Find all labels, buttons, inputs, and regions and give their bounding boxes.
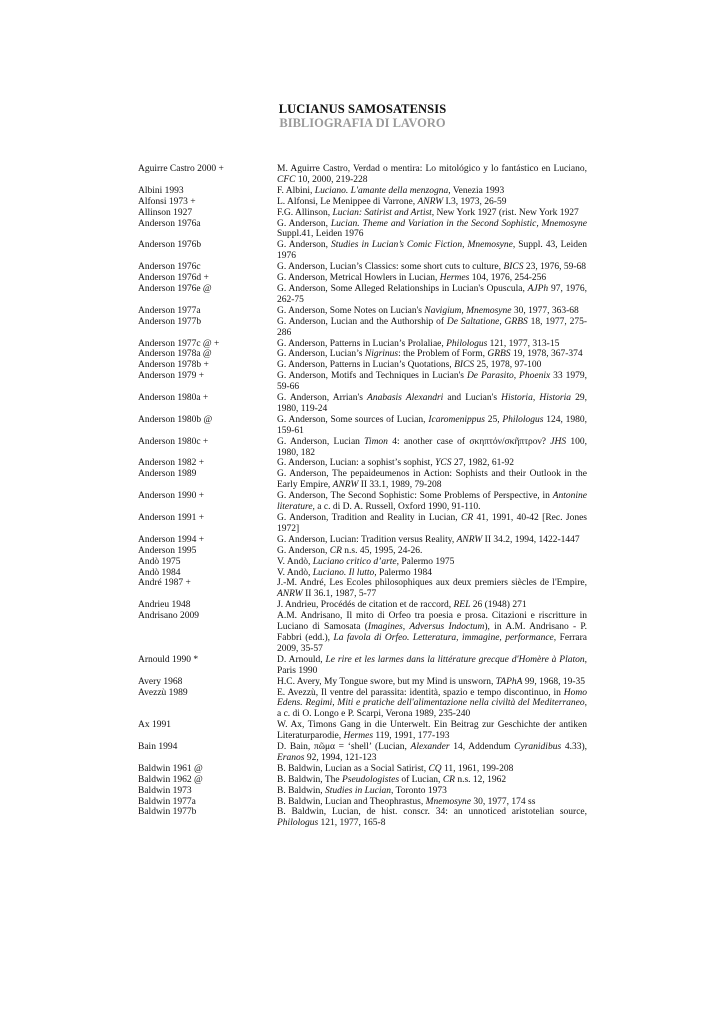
reference-text: G. Anderson, — [277, 240, 332, 251]
entry-key: Anderson 1995 — [138, 545, 197, 556]
entry-key: Albini 1993 — [138, 185, 184, 196]
bibliography-entry — [138, 262, 587, 273]
reference-text: : the Problem of Form, — [398, 349, 488, 360]
bibliography-entry — [138, 786, 587, 797]
reference-text: , — [402, 622, 410, 633]
reference-italic-title: Historia — [539, 393, 572, 404]
bibliography-entry — [138, 655, 587, 677]
entry-reference — [277, 797, 587, 808]
reference-text: II 36.1, 1987, 5-77 — [302, 589, 377, 600]
entry-key: Anderson 1978a @ — [138, 349, 212, 360]
reference-text: G. Anderson, Some Alleged Relationships in Lucian's Opuscula, — [277, 283, 528, 294]
entry-key: Baldwin 1961 @ — [138, 763, 203, 774]
entry-key: André 1987 + — [138, 578, 191, 589]
reference-text: II 33.1, 1989, 79-208 — [358, 480, 442, 491]
entry-reference — [277, 688, 587, 721]
entry-key: Baldwin 1962 @ — [138, 774, 203, 785]
reference-italic-title: Imagines — [367, 622, 403, 633]
entry-key: Anderson 1977c @ + — [138, 338, 220, 349]
reference-text: 10, 2000, 219-228 — [295, 174, 368, 185]
bibliography-entry — [138, 720, 587, 742]
reference-text: B. Baldwin, Lucian and Theophrastus, — [277, 796, 426, 807]
entry-reference — [277, 469, 587, 491]
entry-reference — [277, 339, 587, 350]
entry-reference — [277, 262, 587, 273]
entry-reference — [277, 360, 587, 371]
entry-key: Anderson 1976a — [138, 218, 201, 229]
entry-reference — [277, 535, 587, 546]
reference-text: , Palermo 1975 — [396, 556, 455, 567]
bibliography-entry — [138, 546, 587, 557]
reference-text: 92, 1994, 121-123 — [304, 752, 377, 763]
reference-italic-title: TAPhA — [495, 676, 523, 687]
reference-italic-title: Anabasis Alexandri — [367, 393, 444, 404]
reference-text: , New York 1927 (rist. New York 1927 — [431, 207, 579, 218]
reference-italic-title: Navigium — [424, 305, 462, 316]
reference-text: G. Anderson, Patterns in Lucian’s Prolaliae, — [277, 338, 447, 349]
reference-italic-title: Luciano. L'amante della menzogna — [314, 185, 449, 196]
reference-italic-title: Lucian: Satirist and Artist — [332, 207, 432, 218]
entry-key: Anderson 1994 + — [138, 534, 205, 545]
reference-italic-title: CR — [329, 545, 342, 556]
reference-text: B. Baldwin, Lucian, de hist. conscr. 34: an unnoticed aristotelian source, — [277, 807, 587, 818]
reference-text: G. Anderson, Lucian’s Classics: some short cuts to culture, — [277, 262, 504, 273]
reference-italic-title: Icaromenippus — [428, 414, 485, 425]
entry-reference — [277, 219, 587, 241]
reference-text: F.G. Allinson, — [277, 207, 333, 218]
bibliography-entry — [138, 677, 587, 688]
bibliography-entry — [138, 600, 587, 611]
entry-key: Anderson 1976b — [138, 240, 202, 251]
reference-text: 30, 1977, 174 ss — [471, 796, 536, 807]
reference-text: G. Anderson, The Second Sophistic: Some Problems of Perspective, in — [277, 491, 553, 502]
reference-text: , Suppl. 43, Leiden 1976 — [277, 240, 587, 262]
entry-reference — [277, 557, 587, 568]
bibliography-entry — [138, 513, 587, 535]
entry-key: Anderson 1980b @ — [138, 414, 213, 425]
bibliography-entry — [138, 306, 587, 317]
reference-text: 119, 1991, 177-193 — [373, 731, 450, 742]
document-header — [0, 103, 725, 130]
bibliography-entry — [138, 611, 587, 655]
reference-text: 41, 1991, 40-42 [Rec. Jones 1972] — [277, 513, 587, 534]
reference-text: 18, 1977, 275-286 — [277, 316, 587, 338]
entry-reference — [277, 546, 587, 557]
reference-italic-title: Timon — [364, 436, 388, 447]
reference-italic-title: Luciano. Il lutto — [312, 567, 375, 578]
entry-key: Baldwin 1973 — [138, 785, 192, 796]
bibliography-entry — [138, 568, 587, 579]
reference-italic-title: Hermes — [439, 273, 470, 284]
reference-text: G. Anderson, Lucian’s — [277, 349, 365, 360]
entry-reference — [277, 491, 587, 513]
reference-italic-title: ANRW — [417, 196, 444, 207]
reference-italic-title: Studies in Lucian’s Comic Fiction, Mnemosyne — [331, 240, 513, 251]
bibliography-entry — [138, 688, 587, 721]
entry-reference — [277, 786, 587, 797]
reference-text: D. Arnould, — [277, 654, 326, 665]
reference-text: G. Anderson, — [277, 218, 331, 229]
reference-text: ), in A.M. Andrisano - P. Fabbri (edd.), — [277, 622, 588, 643]
reference-italic-title: CR — [442, 774, 455, 785]
reference-italic-title: De Saltatione — [446, 316, 500, 327]
reference-text: G. Anderson, Patterns in Lucian’s Quotations, — [277, 360, 455, 371]
reference-text: 19, 1978, 367-374 — [510, 349, 583, 360]
entry-key: Anderson 1979 + — [138, 371, 205, 382]
entry-key: Anderson 1982 + — [138, 458, 205, 469]
entry-key: Andrieu 1948 — [138, 600, 191, 611]
reference-text: V. Andò, — [277, 567, 313, 578]
entry-key: Bain 1994 — [138, 742, 178, 753]
entry-reference — [277, 677, 587, 688]
bibliography-entry — [138, 415, 587, 437]
bibliography-entry — [138, 764, 587, 775]
entry-key: Anderson 1976c — [138, 262, 201, 273]
entry-key: Andò 1975 — [138, 556, 181, 567]
entry-reference — [277, 317, 587, 339]
reference-text: Suppl.41, Leiden 1976 — [277, 229, 364, 240]
reference-text: n.s. 12, 1962 — [454, 774, 507, 785]
reference-text: G. Anderson, Lucian — [277, 436, 365, 447]
bibliography-entry — [138, 360, 587, 371]
entry-reference — [277, 513, 587, 535]
reference-italic-title: CR — [461, 513, 474, 523]
entry-key: Anderson 1980a + — [138, 393, 209, 404]
reference-text: G. Anderson, Metrical Howlers in Lucian, — [277, 273, 440, 284]
reference-text: , — [513, 371, 520, 382]
reference-text: , a c. di O. Longo e P. Scarpi, Verona 1989, 235-240 — [277, 698, 587, 720]
bibliography-entry — [138, 273, 587, 284]
reference-italic-title: Luciano critico d’arte — [312, 556, 397, 567]
reference-text: 121, 1977, 313-15 — [487, 338, 560, 349]
entry-key: Anderson 1990 + — [138, 491, 205, 502]
reference-text: and Lucian's — [443, 393, 502, 404]
bibliography-entry — [138, 197, 587, 208]
reference-italic-title: De Parasito — [466, 371, 514, 382]
entry-key: Anderson 1978b + — [138, 360, 209, 371]
bibliography-list — [138, 164, 587, 829]
reference-text: G. Anderson, Arrian's — [277, 393, 368, 404]
bibliography-entry — [138, 797, 587, 808]
entry-key: Alfonsi 1973 + — [138, 196, 196, 207]
bibliography-entry — [138, 578, 587, 600]
bibliography-entry — [138, 219, 587, 241]
bibliography-entry — [138, 535, 587, 546]
reference-text: G. Anderson, — [277, 545, 330, 556]
entry-key: Anderson 1991 + — [138, 513, 205, 523]
reference-italic-title: Philologus — [277, 818, 319, 829]
reference-italic-title: Philologus — [502, 414, 544, 425]
entry-key: Andrisano 2009 — [138, 611, 199, 622]
reference-text: 104, 1976, 254-256 — [469, 273, 547, 284]
reference-italic-title: Hermes — [343, 731, 374, 742]
entry-reference — [277, 807, 587, 829]
reference-text: J. Andrieu, Procédés de citation et de raccord, — [277, 600, 454, 611]
reference-text: G. Anderson, Lucian: Tradition versus Reality, — [277, 534, 457, 545]
entry-reference — [277, 578, 587, 600]
entry-key: Aguirre Castro 2000 + — [138, 164, 224, 174]
bibliography-entry — [138, 186, 587, 197]
bibliography-entry — [138, 164, 587, 186]
reference-text: 14, Addendum — [449, 742, 515, 753]
entry-reference — [277, 306, 587, 317]
entry-reference — [277, 393, 587, 415]
reference-text: 23, 1976, 59-68 — [523, 262, 586, 273]
entry-key: Baldwin 1977b — [138, 807, 197, 818]
reference-italic-title: Philologus — [446, 338, 488, 349]
reference-italic-title: CFC — [277, 174, 296, 185]
reference-text: H.C. Avery, My Tongue swore, but my Mind is unsworn, — [277, 676, 496, 687]
reference-text: G. Anderson, The pepaideumenos in Action: Sophists and their Outlook in the Early Empire, — [277, 469, 587, 491]
entry-reference — [277, 284, 587, 306]
bibliography-entry — [138, 349, 587, 360]
reference-italic-title: Cyranidibus — [514, 742, 562, 753]
entry-key: Anderson 1989 — [138, 469, 197, 480]
reference-text: G. Anderson, Tradition and Reality in Lucian, — [277, 513, 461, 523]
entry-key: Anderson 1976d + — [138, 273, 209, 284]
reference-text: W. Ax, Timons Gang in die Unterwelt. Ein Beitrag zur Geschichte der antiken Literaturparodie, — [277, 720, 587, 742]
reference-text: 30, 1977, 363-68 — [511, 305, 579, 316]
reference-italic-title: Antonine literature — [277, 491, 587, 513]
reference-italic-title: Nigrinus — [364, 349, 399, 360]
reference-italic-title: BICS — [503, 262, 524, 273]
reference-text: of Lucian, — [399, 774, 443, 785]
reference-italic-title: CQ — [428, 763, 442, 774]
reference-italic-title: Eranos — [277, 752, 305, 763]
entry-key: Anderson 1976e @ — [138, 283, 212, 294]
reference-italic-title: REL — [453, 600, 471, 611]
bibliography-entry — [138, 807, 587, 829]
bibliography-entry — [138, 775, 587, 786]
reference-italic-title: BICS — [454, 360, 475, 371]
reference-italic-title: Mnemosyne — [425, 796, 472, 807]
entry-reference — [277, 349, 587, 360]
reference-text: , Paris 1990 — [277, 654, 587, 676]
reference-italic-title: Le rire et les larmes dans la littérature grecque d'Homère à Platon — [325, 654, 585, 665]
entry-reference — [277, 240, 587, 262]
reference-italic-title: Phoenix — [519, 371, 551, 382]
reference-text: A.M. Andrisano, Il mito di Orfeo tra poesia e prosa. Citazioni e riscritture in Luciano di Samosata ( — [277, 611, 587, 633]
bibliography-entry — [138, 469, 587, 491]
reference-text: II 34.2, 1994, 1422-1447 — [482, 534, 580, 545]
reference-text: , Ferrara 2009, 35-57 — [277, 632, 587, 654]
bibliography-entry — [138, 317, 587, 339]
entry-reference — [277, 458, 587, 469]
reference-text: 27, 1982, 61-92 — [451, 458, 514, 469]
reference-text: G. Anderson, Some sources of Lucian, — [277, 414, 429, 425]
bibliography-entry — [138, 458, 587, 469]
entry-reference — [277, 437, 587, 459]
reference-italic-title: ANRW — [456, 534, 483, 545]
bibliography-entry — [138, 284, 587, 306]
reference-text: 25, 1978, 97-100 — [474, 360, 542, 371]
bibliography-entry — [138, 557, 587, 568]
entry-reference — [277, 208, 587, 219]
reference-italic-title: GRBS — [504, 316, 528, 327]
entry-reference — [277, 655, 587, 677]
bibliography-entry — [138, 393, 587, 415]
document-title: LUCIANUS SAMOSATENSIS — [278, 102, 447, 116]
bibliography-entry — [138, 491, 587, 513]
reference-text: 26 (1948) 271 — [470, 600, 527, 611]
reference-text: M. Aguirre Castro, Verdad o mentira: Lo mitológico y lo fantástico en Luciano, — [277, 164, 587, 174]
reference-italic-title: Studies in Lucian — [325, 785, 392, 796]
entry-reference — [277, 415, 587, 437]
reference-italic-title: Homo Edens. Regimi, Miti e pratiche dell'alimentazione nella civiltà del Mediterraneo — [277, 687, 587, 709]
bibliography-entry — [138, 208, 587, 219]
entry-key: Ax 1991 — [138, 720, 171, 731]
document-subtitle: BIBLIOGRAFIA DI LAVORO — [279, 116, 446, 130]
reference-text: B. Baldwin, Lucian as a Social Satirist, — [277, 763, 429, 774]
reference-italic-title: Adversus Indoctum — [409, 622, 485, 633]
reference-text: E. Avezzù, Il ventre del parassita: identità, spazio e tempo discontinuo, in — [277, 687, 564, 698]
reference-text: L. Alfonsi, Le Menippee di Varrone, — [277, 196, 418, 207]
reference-italic-title: ANRW — [332, 480, 359, 491]
entry-reference — [277, 742, 587, 764]
reference-text: G. Anderson, Lucian and the Authorship of — [277, 316, 447, 327]
reference-text: G. Anderson, Some Notes on Lucian's — [277, 305, 425, 316]
entry-reference — [277, 164, 587, 186]
reference-text: B. Baldwin, The — [277, 774, 343, 785]
reference-text: 124, 1980, 159-61 — [277, 414, 587, 436]
reference-text: 33 1979, 59-66 — [277, 371, 587, 393]
bibliography-entry — [138, 742, 587, 764]
entry-key: Baldwin 1977a — [138, 796, 196, 807]
reference-text: 97, 1976, 262-75 — [277, 283, 587, 305]
reference-text: 25, — [484, 414, 503, 425]
reference-text: , Toronto 1973 — [391, 785, 447, 796]
reference-italic-title: Historia — [501, 393, 533, 404]
entry-reference — [277, 611, 587, 655]
reference-text: , — [499, 316, 505, 327]
entry-key: Arnould 1990 * — [138, 654, 199, 665]
entry-reference — [277, 197, 587, 208]
reference-italic-title: ANRW — [277, 589, 303, 600]
reference-text: 29, 1980, 119-24 — [277, 393, 588, 414]
reference-italic-title: Lucian. Theme and Variation in the Second Sophistic, Mnemosyne — [330, 218, 587, 229]
entry-key: Avery 1968 — [138, 676, 183, 687]
reference-text: V. Andò, — [277, 556, 313, 567]
reference-text: G. Anderson, Motifs and Techniques in Lucian's — [277, 371, 467, 382]
reference-text: F. Albini, — [277, 185, 315, 196]
reference-text: , — [461, 305, 467, 316]
entry-reference — [277, 720, 587, 742]
reference-text: 4: another case of σκηπτόν/σκῆπτρον? — [387, 436, 551, 447]
reference-text: , — [532, 393, 540, 404]
reference-italic-title: YCS — [435, 458, 452, 469]
reference-text: J.-M. André, Les Ecoles philosophiques aux deux premiers siècles de l'Empire, — [277, 578, 587, 589]
reference-text: , a c. di D. A. Russell, Oxford 1990, 91-110. — [312, 502, 481, 513]
reference-text: 99, 1968, 19-35 — [522, 676, 586, 687]
bibliography-entry — [138, 339, 587, 350]
reference-text: n.s. 45, 1995, 24-26. — [341, 545, 423, 556]
entry-key: Anderson 1977b — [138, 316, 202, 327]
reference-text: 4.33), — [561, 742, 587, 753]
entry-reference — [277, 764, 587, 775]
reference-italic-title: Pseudologistes — [342, 774, 400, 785]
reference-italic-title: AJPh — [527, 283, 549, 294]
entry-reference — [277, 273, 587, 284]
entry-key: Allinson 1927 — [138, 207, 193, 218]
entry-reference — [277, 186, 587, 197]
reference-text: B. Baldwin, — [277, 785, 326, 796]
reference-text: 100, 1980, 182 — [277, 436, 587, 458]
reference-text: 11, 1961, 199-208 — [441, 763, 514, 774]
entry-key: Andò 1984 — [138, 567, 181, 578]
reference-italic-title: Alexander — [410, 742, 450, 753]
bibliography-entry — [138, 371, 587, 393]
reference-text: I.3, 1973, 26-59 — [443, 196, 507, 207]
entry-key: Anderson 1980c + — [138, 436, 209, 447]
reference-text: , Palermo 1984 — [374, 567, 433, 578]
entry-key: Anderson 1977a — [138, 305, 201, 316]
entry-reference — [277, 568, 587, 579]
reference-text: 121, 1977, 165-8 — [318, 818, 386, 829]
reference-text: G. Anderson, Lucian: a sophist’s sophist, — [277, 458, 436, 469]
reference-text: , Venezia 1993 — [448, 185, 505, 196]
entry-reference — [277, 371, 587, 393]
bibliography-entry — [138, 437, 587, 459]
entry-reference — [277, 775, 587, 786]
reference-text: D. Bain, πῶμα = ‘shell’ (Lucian, — [277, 742, 411, 753]
reference-italic-title: La favola di Orfeo. Letteratura, immagine, performance — [333, 632, 554, 643]
reference-italic-title: JHS — [550, 436, 567, 447]
bibliography-entry — [138, 240, 587, 262]
reference-italic-title: GRBS — [487, 349, 511, 360]
entry-reference — [277, 600, 587, 611]
reference-italic-title: Mnemosyne — [466, 305, 512, 316]
entry-key: Avezzù 1989 — [138, 687, 188, 698]
